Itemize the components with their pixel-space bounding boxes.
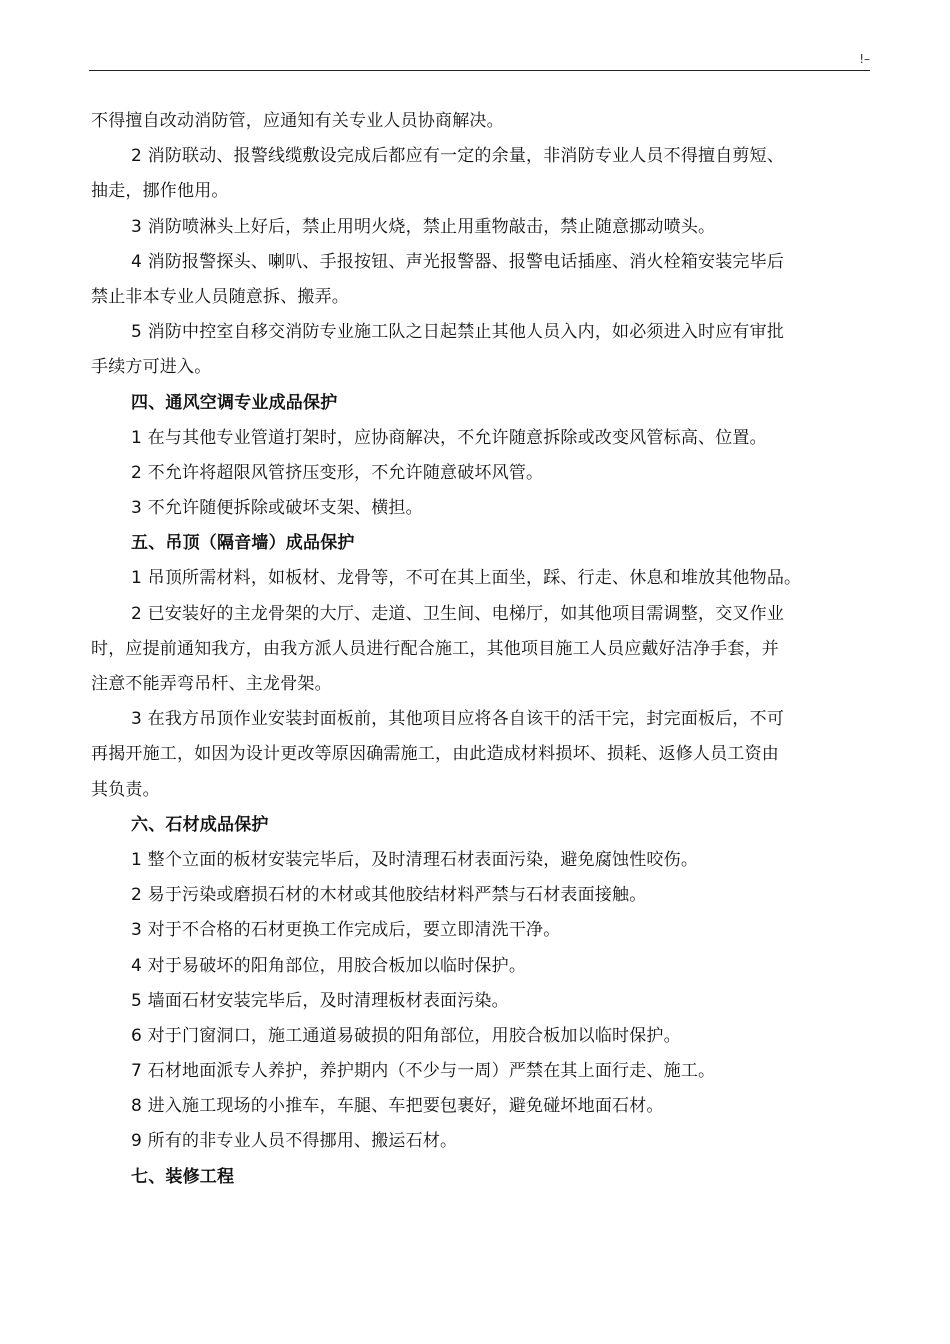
paragraph-line: 3 不允许随便拆除或破坏支架、横担。 <box>131 498 423 519</box>
paragraph-line: 9 所有的非专业人员不得挪用、搬运石材。 <box>131 1131 458 1152</box>
paragraph-line: 时，应提前通知我方，由我方派人员进行配合施工，其他项目施工人员应戴好洁净手套，并 <box>91 638 779 659</box>
paragraph-line: 3 在我方吊顶作业安装封面板前，其他项目应将各自该干的活干完，封完面板后，不可 <box>131 709 785 730</box>
paragraph-line: 3 对于不合格的石材更换工作完成后，要立即清洗干净。 <box>131 920 561 941</box>
paragraph-line: 其负责。 <box>91 779 160 800</box>
paragraph-line: 1 整个立面的板材安装完毕后，及时清理石材表面污染，避免腐蚀性咬伤。 <box>131 849 699 870</box>
section-heading: 四、通风空调专业成品保护 <box>131 392 338 413</box>
document-body <box>91 104 881 1195</box>
header-divider <box>89 70 870 71</box>
page-header-mark: !– <box>859 52 870 66</box>
paragraph-line: 注意不能弄弯吊杆、主龙骨架。 <box>91 674 332 694</box>
paragraph-line: 5 消防中控室自移交消防专业施工队之日起禁止其他人员入内，如必须进入时应有审批 <box>131 322 785 343</box>
paragraph-line: 5 墙面石材安装完毕后，及时清理板材表面污染。 <box>131 990 509 1011</box>
paragraph-line: 禁止非本专业人员随意拆、搬弄。 <box>91 286 349 307</box>
paragraph-line: 7 石材地面派专人养护，养护期内（不少与一周）严禁在其上面行走、施工。 <box>131 1061 716 1082</box>
section-heading: 七、装修工程 <box>131 1166 235 1187</box>
paragraph-line: 2 消防联动、报警线缆敷设完成后都应有一定的余量，非消防专业人员不得擅自剪短、 <box>131 146 785 167</box>
paragraph-line: 3 消防喷淋头上好后，禁止用明火烧，禁止用重物敲击，禁止随意挪动喷头。 <box>131 216 716 237</box>
paragraph-line: 2 易于污染或磨损石材的木材或其他胶结材料严禁与石材表面接触。 <box>131 885 647 906</box>
paragraph-line: 4 对于易破坏的阳角部位，用胶合板加以临时保护。 <box>131 955 527 976</box>
paragraph-line: 手续方可进入。 <box>91 357 212 378</box>
paragraph-line: 再揭开施工，如因为设计更改等原因确需施工，由此造成材料损坏、损耗、返修人员工资由 <box>91 744 779 765</box>
paragraph-line: 8 进入施工现场的小推车，车腿、车把要包裹好，避免碰坏地面石材。 <box>131 1096 664 1117</box>
paragraph-line: 抽走，挪作他用。 <box>91 181 229 202</box>
paragraph-line: 1 吊顶所需材料，如板材、龙骨等，不可在其上面坐，踩、行走、休息和堆放其他物品。 <box>131 568 802 589</box>
section-heading: 五、吊顶（隔音墙）成品保护 <box>131 533 355 554</box>
section-heading: 六、石材成品保护 <box>131 814 269 835</box>
paragraph-line: 1 在与其他专业管道打架时，应协商解决，不允许随意拆除或改变风管标高、位置。 <box>131 427 767 448</box>
paragraph-line: 6 对于门窗洞口，施工通道易破损的阳角部位，用胶合板加以临时保护。 <box>131 1025 681 1046</box>
paragraph-line: 4 消防报警探头、喇叭、手报按钮、声光报警器、报警电话插座、消火栓箱安装完毕后 <box>131 251 785 272</box>
paragraph-line: 2 已安装好的主龙骨架的大厅、走道、卫生间、电梯厅，如其他项目需调整，交叉作业 <box>131 603 785 624</box>
paragraph-line: 2 不允许将超限风管挤压变形，不允许随意破坏风管。 <box>131 462 544 483</box>
paragraph-line: 不得擅自改动消防管，应通知有关专业人员协商解决。 <box>91 111 504 131</box>
